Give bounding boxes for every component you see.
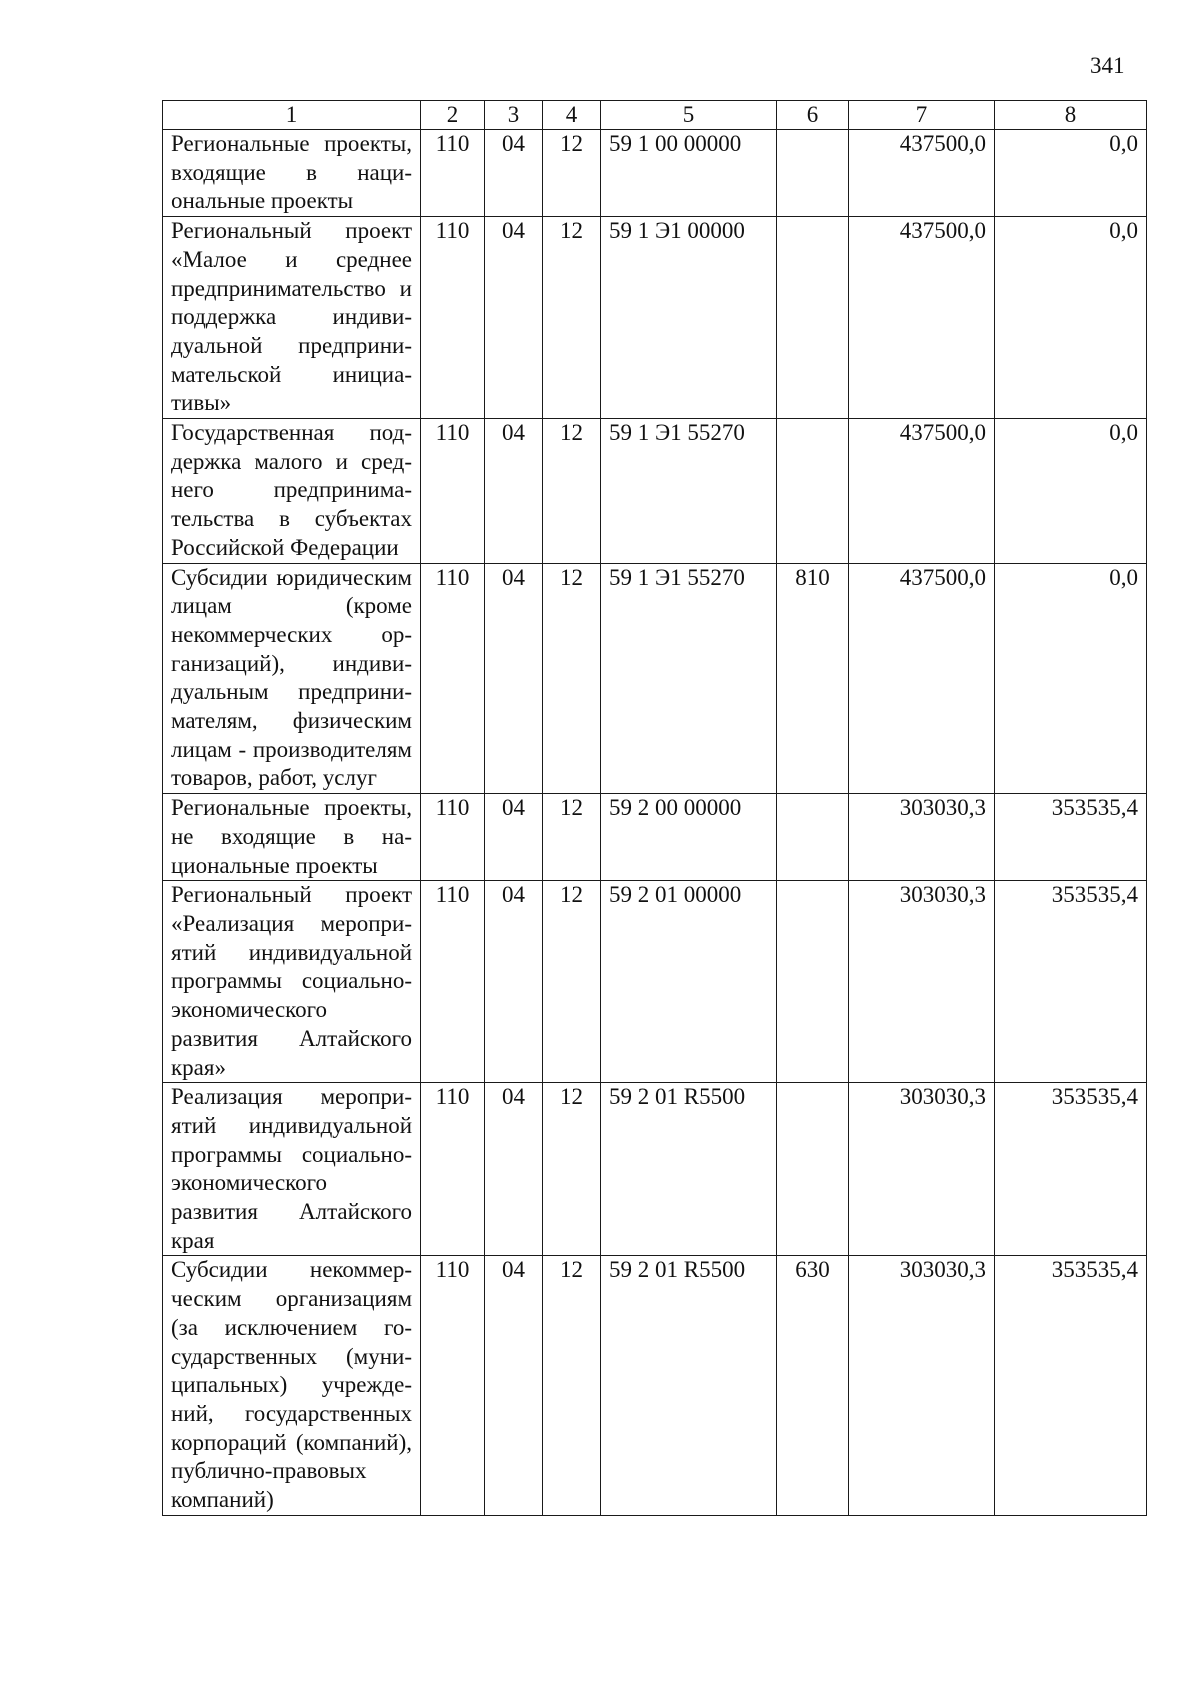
column-header-2: 2 bbox=[421, 101, 485, 130]
row-name: Государственная поддержка малого и среднего предпринимательства в субъектах Российской Федерации bbox=[163, 419, 421, 564]
amount-col-8: 0,0 bbox=[995, 419, 1147, 564]
column-header-1: 1 bbox=[163, 101, 421, 130]
budget-table bbox=[162, 100, 1147, 1516]
amount-col-8: 353535,4 bbox=[995, 1083, 1147, 1256]
amount-col-8: 353535,4 bbox=[995, 881, 1147, 1083]
column-header-3: 3 bbox=[485, 101, 543, 130]
row-name: Субсидии некоммерческим организациям (за исключением государственных (муниципальных) учреждений, государственных корпораций (компаний), публично-правовых компаний) bbox=[163, 1256, 421, 1515]
table-row bbox=[163, 1256, 1147, 1515]
subsection-code: 04 bbox=[485, 881, 543, 1083]
target-article-code: 59 1 Э1 00000 bbox=[601, 217, 777, 419]
section-code: 110 bbox=[421, 794, 485, 881]
amount-col-7: 437500,0 bbox=[849, 130, 995, 217]
subsection-code: 04 bbox=[485, 217, 543, 419]
table-row bbox=[163, 419, 1147, 564]
expense-type-code bbox=[777, 130, 849, 217]
section-code: 110 bbox=[421, 881, 485, 1083]
target-article-code: 59 1 00 00000 bbox=[601, 130, 777, 217]
amount-col-7: 303030,3 bbox=[849, 1083, 995, 1256]
expense-type-code: 630 bbox=[777, 1256, 849, 1515]
subsection-code-2: 12 bbox=[543, 794, 601, 881]
amount-col-7: 303030,3 bbox=[849, 881, 995, 1083]
subsection-code-2: 12 bbox=[543, 130, 601, 217]
expense-type-code bbox=[777, 419, 849, 564]
subsection-code: 04 bbox=[485, 130, 543, 217]
table-row bbox=[163, 130, 1147, 217]
amount-col-7: 303030,3 bbox=[849, 794, 995, 881]
target-article-code: 59 2 01 R5500 bbox=[601, 1083, 777, 1256]
section-code: 110 bbox=[421, 1256, 485, 1515]
table-body bbox=[163, 130, 1147, 1516]
expense-type-code: 810 bbox=[777, 563, 849, 794]
row-name: Региональный проект «Малое и среднее предпринимательство и поддержка индивидуальной предпринимательской инициативы» bbox=[163, 217, 421, 419]
amount-col-7: 303030,3 bbox=[849, 1256, 995, 1515]
row-name: Региональные проекты, не входящие в национальные проекты bbox=[163, 794, 421, 881]
expense-type-code bbox=[777, 1083, 849, 1256]
page-number: 341 bbox=[1090, 53, 1125, 78]
amount-col-8: 0,0 bbox=[995, 130, 1147, 217]
subsection-code-2: 12 bbox=[543, 419, 601, 564]
column-header-5: 5 bbox=[601, 101, 777, 130]
amount-col-8: 0,0 bbox=[995, 217, 1147, 419]
table-row bbox=[163, 563, 1147, 794]
subsection-code: 04 bbox=[485, 419, 543, 564]
section-code: 110 bbox=[421, 1083, 485, 1256]
subsection-code: 04 bbox=[485, 563, 543, 794]
subsection-code-2: 12 bbox=[543, 563, 601, 794]
target-article-code: 59 2 00 00000 bbox=[601, 794, 777, 881]
amount-col-7: 437500,0 bbox=[849, 217, 995, 419]
subsection-code: 04 bbox=[485, 794, 543, 881]
row-name: Региональные проекты, входящие в национальные проекты bbox=[163, 130, 421, 217]
table-header bbox=[163, 101, 1147, 130]
subsection-code-2: 12 bbox=[543, 881, 601, 1083]
amount-col-7: 437500,0 bbox=[849, 563, 995, 794]
column-header-4: 4 bbox=[543, 101, 601, 130]
subsection-code: 04 bbox=[485, 1083, 543, 1256]
amount-col-7: 437500,0 bbox=[849, 419, 995, 564]
target-article-code: 59 1 Э1 55270 bbox=[601, 419, 777, 564]
expense-type-code bbox=[777, 881, 849, 1083]
expense-type-code bbox=[777, 794, 849, 881]
section-code: 110 bbox=[421, 130, 485, 217]
table-row bbox=[163, 881, 1147, 1083]
subsection-code-2: 12 bbox=[543, 217, 601, 419]
column-header-6: 6 bbox=[777, 101, 849, 130]
amount-col-8: 353535,4 bbox=[995, 794, 1147, 881]
expense-type-code bbox=[777, 217, 849, 419]
column-header-8: 8 bbox=[995, 101, 1147, 130]
subsection-code-2: 12 bbox=[543, 1256, 601, 1515]
table-row bbox=[163, 794, 1147, 881]
row-name: Реализация мероприятий индивидуальной программы социально-экономического развития Алтайского края bbox=[163, 1083, 421, 1256]
subsection-code: 04 bbox=[485, 1256, 543, 1515]
header-row bbox=[163, 101, 1147, 130]
table-row bbox=[163, 217, 1147, 419]
amount-col-8: 0,0 bbox=[995, 563, 1147, 794]
section-code: 110 bbox=[421, 419, 485, 564]
section-code: 110 bbox=[421, 563, 485, 794]
subsection-code-2: 12 bbox=[543, 1083, 601, 1256]
target-article-code: 59 1 Э1 55270 bbox=[601, 563, 777, 794]
target-article-code: 59 2 01 R5500 bbox=[601, 1256, 777, 1515]
row-name: Региональный проект «Реализация мероприятий индивидуальной программы социально-экономического развития Алтайского края» bbox=[163, 881, 421, 1083]
section-code: 110 bbox=[421, 217, 485, 419]
amount-col-8: 353535,4 bbox=[995, 1256, 1147, 1515]
target-article-code: 59 2 01 00000 bbox=[601, 881, 777, 1083]
table-row bbox=[163, 1083, 1147, 1256]
column-header-7: 7 bbox=[849, 101, 995, 130]
row-name: Субсидии юридическим лицам (кроме некоммерческих организаций), индивидуальным предпринимателям, физическим лицам - производителям товаров, работ, услуг bbox=[163, 563, 421, 794]
